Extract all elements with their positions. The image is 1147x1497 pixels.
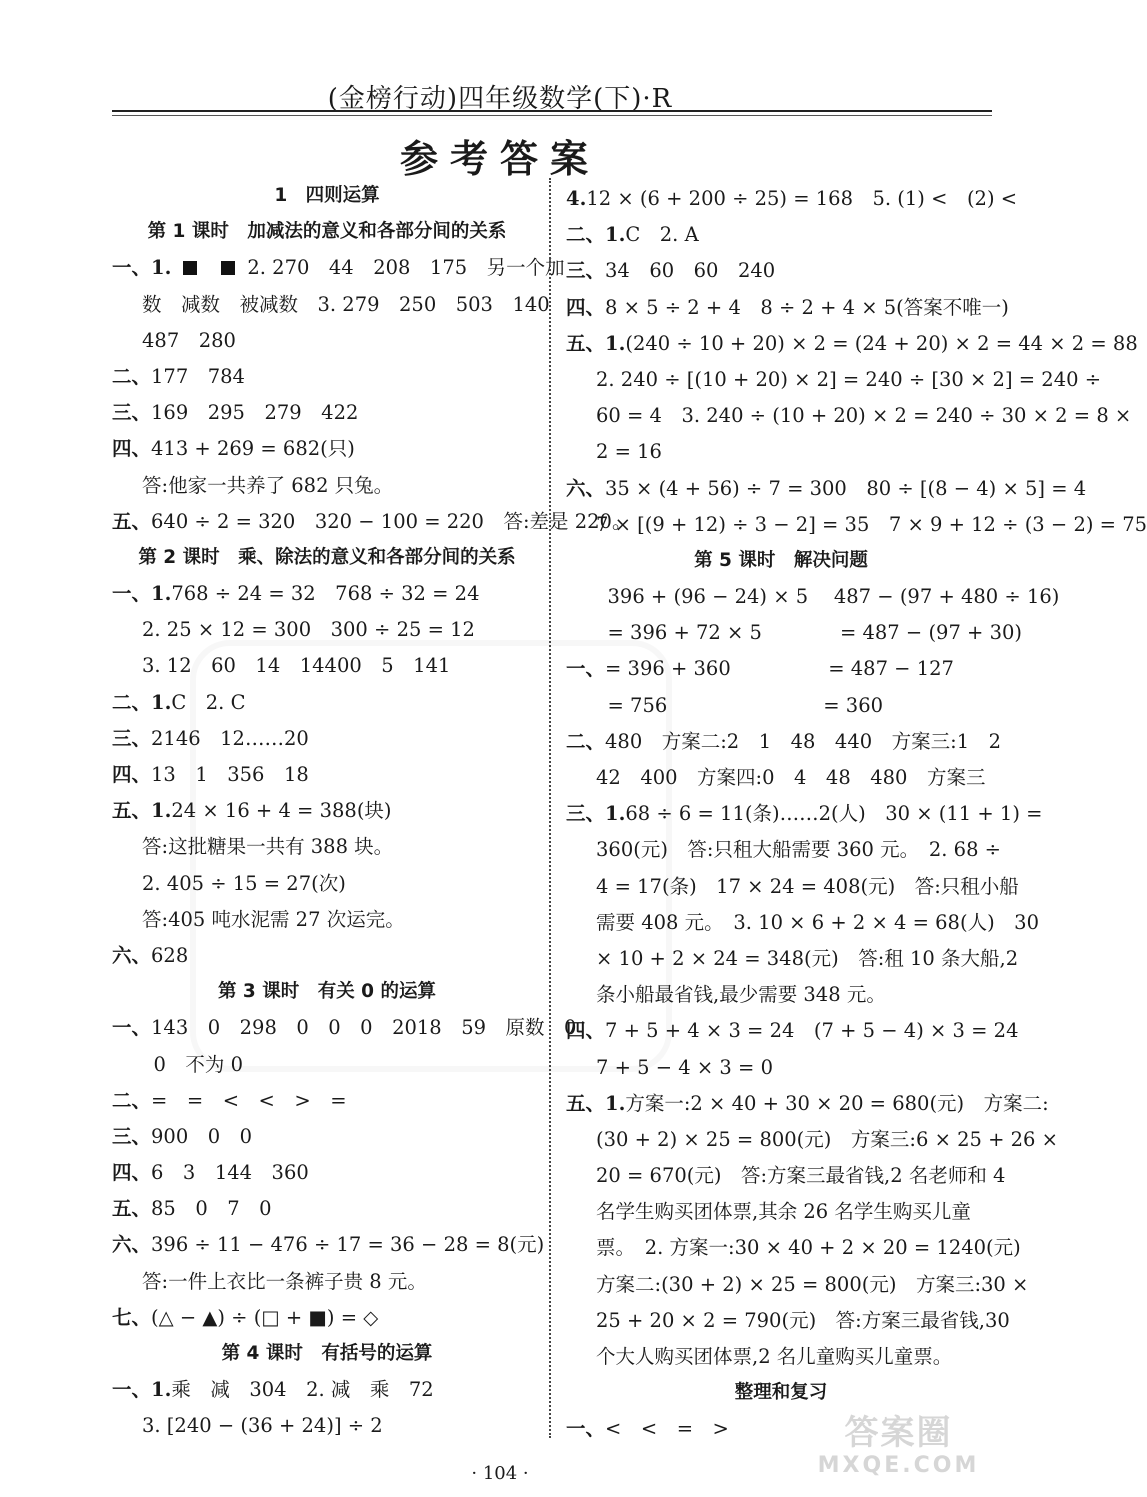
answer-line <box>112 504 632 540</box>
answer-text: 20 = 670(元) 答:方案三最省钱,2 名老师和 4 <box>596 1164 1006 1188</box>
answer-line <box>566 398 1132 434</box>
answer-text: 85 0 7 0 <box>151 1197 272 1221</box>
answer-line <box>566 471 1087 507</box>
answer-line <box>112 359 542 395</box>
answer-line <box>566 615 1023 651</box>
answer-line <box>566 1303 1010 1339</box>
answer-line <box>566 1194 996 1230</box>
section-heading <box>112 214 542 250</box>
question-number: 二、 <box>566 729 606 753</box>
question-number: 三、 <box>112 726 152 750</box>
section-heading <box>112 1336 542 1372</box>
answer-text: 6 3 144 360 <box>151 1161 309 1185</box>
answer-line <box>566 1086 1049 1122</box>
page-title: 参考答案 <box>399 136 600 181</box>
answer-line <box>566 253 996 289</box>
answer-line <box>112 431 542 467</box>
answer-text: 2. 25 × 12 = 300 300 ÷ 25 = 12 <box>142 618 475 642</box>
answer-text: C 2. C <box>171 690 246 714</box>
question-number: 三、 <box>112 1124 152 1148</box>
answer-text: 2146 12……20 <box>151 726 309 750</box>
answer-line <box>566 832 1002 868</box>
answer-text: 名学生购买团体票,其余 26 名学生购买儿童 <box>596 1200 971 1224</box>
answer-text: 35 × (4 + 56) ÷ 7 = 300 80 ÷ [(8 − 4) × 5] = 4 <box>605 476 1087 500</box>
section-heading <box>112 178 542 214</box>
answer-line <box>112 685 542 721</box>
answer-text: 169 295 279 422 <box>151 401 359 425</box>
question-number: 五、 <box>112 1197 152 1221</box>
question-number: 三、 <box>112 401 152 425</box>
answer-line <box>112 1372 542 1408</box>
answer-line <box>112 1227 545 1263</box>
black-square-icon <box>183 261 197 275</box>
watermark-text: 答案圈 <box>844 1413 953 1453</box>
answer-text: 7 + 5 + 4 × 3 = 24 (7 + 5 − 4) × 3 = 24 <box>605 1019 1019 1043</box>
column-divider <box>549 178 551 1438</box>
answer-text: 8 × 5 ÷ 2 + 4 8 ÷ 2 + 4 × 5(答案不唯一) <box>605 295 1009 319</box>
answer-line <box>566 362 1102 398</box>
answer-text: 13 1 356 18 <box>151 763 309 786</box>
answer-text: 3. 12 60 14 14400 5 141 <box>142 654 451 678</box>
answer-text: 487 280 <box>142 328 236 352</box>
answer-line <box>112 323 542 359</box>
answer-line <box>566 941 1019 977</box>
black-square-icon <box>221 261 235 275</box>
answer-line <box>112 612 542 648</box>
answer-text: 640 ÷ 2 = 320 320 − 100 = 220 答:差是 220。 <box>151 509 632 533</box>
answer-text: 7 × [(9 + 12) ÷ 3 − 2] = 35 7 × 9 + 12 ÷ (3 − 2) = 75 <box>596 512 1147 536</box>
question-number: 4. <box>566 187 587 210</box>
question-number: 四、 <box>112 1161 152 1185</box>
answer-text: 34 60 60 240 <box>605 259 776 283</box>
answer-line <box>112 287 550 323</box>
question-number: 三、1. <box>566 802 626 826</box>
answer-text: 个大人购买团体票,2 名儿童购买儿童票。 <box>596 1345 953 1368</box>
answer-line <box>112 1408 542 1444</box>
answer-line <box>112 829 542 865</box>
answer-text: C 2. A <box>625 223 699 247</box>
answer-text: 396 ÷ 11 − 476 ÷ 17 = 36 − 28 = 8(元) <box>151 1233 545 1257</box>
answer-line <box>566 1050 996 1086</box>
answer-line <box>112 576 542 612</box>
answer-text: 900 0 0 <box>151 1124 253 1148</box>
answer-text: 2. 405 ÷ 15 = 27(次) <box>142 871 346 895</box>
answer-text: 1 四则运算 <box>274 185 380 206</box>
answer-line <box>112 938 542 974</box>
answer-line <box>112 1191 542 1227</box>
answer-text: 68 ÷ 6 = 11(条)……2(人) 30 × (11 + 1) = <box>625 802 1043 826</box>
question-number: 一、 <box>566 1417 606 1441</box>
answer-text: 答:他家一共养了 682 只兔。 <box>142 473 394 497</box>
question-number: 七、 <box>112 1305 152 1329</box>
section-heading <box>566 1375 996 1411</box>
question-number: 三、 <box>566 259 606 283</box>
answer-line <box>566 724 1002 760</box>
answer-line <box>566 688 996 724</box>
answer-text: 143 0 298 0 0 0 2018 59 原数 0 <box>151 1016 577 1040</box>
question-number: 四、 <box>112 437 152 461</box>
question-number: 四、 <box>566 1019 606 1043</box>
answer-text: 768 ÷ 24 = 32 768 ÷ 32 = 24 <box>171 582 480 606</box>
question-number: 二、 <box>112 1088 152 1112</box>
book-header-title: (金榜行动)四年级数学(下)·R <box>327 84 673 114</box>
answer-text: 628 <box>151 943 189 967</box>
answer-text: 2 = 16 <box>596 440 662 464</box>
answer-text: 24 × 16 + 4 = 388(块) <box>171 799 392 823</box>
answer-text: 0 不为 0 <box>134 1052 244 1076</box>
question-number: 二、1. <box>112 690 172 714</box>
question-number: 一、1. <box>112 1378 172 1402</box>
answer-text: 答:一件上衣比一条裤子贵 8 元。 <box>142 1269 427 1293</box>
answer-text: (30 + 2) × 25 = 800(元) 方案三:6 × 25 + 26 × <box>596 1127 1059 1151</box>
answer-text: 396 + (96 − 24) × 5 487 − (97 + 480 ÷ 16) <box>588 585 1060 609</box>
answer-text: 42 400 方案四:0 4 48 480 方案三 <box>596 766 986 789</box>
answer-line <box>112 395 542 431</box>
question-number: 一、 <box>566 657 606 681</box>
section-heading <box>112 974 542 1010</box>
answer-text: = 396 + 72 × 5 = 487 − (97 + 30) <box>588 621 1023 645</box>
answer-line <box>112 1119 542 1155</box>
answer-text: = 396 + 360 = 487 − 127 <box>605 657 954 681</box>
answer-text: 第 5 课时 解决问题 <box>694 549 868 571</box>
question-number: 六、 <box>112 943 152 967</box>
answer-text: (240 ÷ 10 + 20) × 2 = (24 + 20) × 2 = 44 × 2 = 88 <box>625 331 1138 355</box>
answer-line <box>566 977 996 1013</box>
question-number: 五、1. <box>566 1091 626 1115</box>
answer-text: < < = > <box>605 1417 729 1441</box>
answer-line <box>566 905 1039 941</box>
answer-text: 2. 240 ÷ [(10 + 20) × 2] = 240 ÷ [30 × 2] = 240 ÷ <box>596 367 1102 391</box>
question-number: 二、1. <box>566 223 626 247</box>
answer-text: 413 + 269 = 682(只) <box>151 437 355 461</box>
answer-text: (△ − ▲) ÷ (□ + ■) = ◇ <box>151 1305 379 1329</box>
answer-line <box>112 250 565 286</box>
question-number: 五、1. <box>566 331 626 355</box>
question-number: 五、 <box>112 509 152 533</box>
question-number: 六、 <box>112 1233 152 1257</box>
answer-line <box>112 902 542 938</box>
question-number: 六、 <box>566 476 606 500</box>
answer-line <box>112 1300 542 1336</box>
site-watermark-logo <box>811 1413 986 1485</box>
question-number: 四、 <box>112 763 152 786</box>
answer-line <box>112 468 542 504</box>
answer-line <box>112 866 542 902</box>
answer-line <box>566 796 1043 832</box>
answer-line <box>566 217 996 253</box>
answer-text: 需要 408 元。 3. 10 × 6 + 2 × 4 = 68(人) 30 <box>596 910 1039 934</box>
answer-text: = = < < > = <box>151 1088 347 1112</box>
answer-text: 60 = 4 3. 240 ÷ (10 + 20) × 2 = 240 ÷ 30 × 2 = 8 × <box>596 404 1132 428</box>
section-heading <box>112 540 542 576</box>
answer-text: 整理和复习 <box>734 1382 828 1404</box>
section-heading <box>566 543 996 579</box>
answer-line <box>566 1267 1029 1303</box>
answer-line <box>566 1339 996 1375</box>
answer-line <box>112 757 542 793</box>
answer-line <box>112 1155 542 1191</box>
answer-line <box>112 793 542 829</box>
answer-text: 25 + 20 × 2 = 790(元) 答:方案三最省钱,30 <box>596 1308 1010 1332</box>
answer-line <box>112 1083 542 1119</box>
answer-text: 方案一:2 × 40 + 30 × 20 = 680(元) 方案二: <box>625 1091 1049 1115</box>
answer-line <box>566 869 1019 905</box>
question-number: 一、1. <box>112 256 172 280</box>
answer-line <box>112 1264 542 1300</box>
answer-text: × 10 + 2 × 24 = 348(元) 答:租 10 条大船,2 <box>596 946 1019 970</box>
answer-text: 480 方案二:2 1 48 440 方案三:1 2 <box>605 729 1002 753</box>
answer-line <box>566 181 1018 217</box>
answer-line <box>566 579 1060 615</box>
answer-line <box>566 651 996 687</box>
answer-text: 2. 270 44 208 175 另一个加 <box>247 256 565 280</box>
answer-text: = 756 = 360 <box>588 693 884 717</box>
question-number: 五、1. <box>112 799 172 823</box>
answer-text: 3. [240 − (36 + 24)] ÷ 2 <box>142 1414 383 1438</box>
answer-line <box>566 1013 1019 1049</box>
watermark-url: MXQE.COM <box>817 1453 980 1478</box>
answer-line <box>566 326 1138 362</box>
answer-text: 条小船最省钱,最少需要 348 元。 <box>596 983 886 1007</box>
answer-line <box>112 648 542 684</box>
answer-line <box>566 507 1147 543</box>
question-number: 二、 <box>112 364 152 388</box>
answer-line <box>112 1010 577 1046</box>
answer-text: 7 + 5 − 4 × 3 = 0 <box>596 1055 773 1079</box>
answer-text: 4 = 17(条) 17 × 24 = 408(元) 答:只租小船 <box>596 874 1019 898</box>
answer-line <box>566 434 996 470</box>
answer-line <box>566 1122 1059 1158</box>
answer-text: 第 1 课时 加减法的意义和各部分间的关系 <box>147 221 507 243</box>
answer-text: 360(元) 答:只租大船需要 360 元。 2. 68 ÷ <box>596 838 1002 862</box>
answer-line <box>112 721 542 757</box>
answer-text: 第 2 课时 乘、除法的意义和各部分间的关系 <box>138 546 516 568</box>
answer-text: 答:405 吨水泥需 27 次运完。 <box>142 907 405 931</box>
page-number: · 104 · <box>471 1463 529 1484</box>
answer-text: 12 × (6 + 200 ÷ 25) = 168 5. (1) < (2) < <box>586 187 1018 210</box>
answer-text: 第 4 课时 有括号的运算 <box>221 1343 433 1364</box>
question-number: 一、1. <box>112 582 172 606</box>
question-number: 四、 <box>566 295 606 319</box>
answer-line <box>566 1230 1021 1266</box>
answer-text: 数 减数 被减数 3. 279 250 503 140 <box>142 292 550 316</box>
answer-text: 答:这批糖果一共有 388 块。 <box>142 835 394 859</box>
answer-line <box>566 760 996 796</box>
right-answer-column <box>566 181 1147 1448</box>
answer-line <box>566 1158 1006 1194</box>
answer-text: 票。 2. 方案一:30 × 40 + 2 × 20 = 1240(元) <box>596 1236 1021 1260</box>
question-number: 一、 <box>112 1016 152 1040</box>
answer-text: 乘 减 304 2. 减 乘 72 <box>171 1378 434 1402</box>
answer-line <box>112 1047 542 1083</box>
answer-text: 第 3 课时 有关 0 的运算 <box>217 981 436 1003</box>
answer-line <box>566 290 1009 326</box>
header-rule <box>112 110 992 116</box>
answer-text: 177 784 <box>151 364 245 388</box>
answer-text: 方案二:(30 + 2) × 25 = 800(元) 方案三:30 × <box>596 1272 1029 1296</box>
